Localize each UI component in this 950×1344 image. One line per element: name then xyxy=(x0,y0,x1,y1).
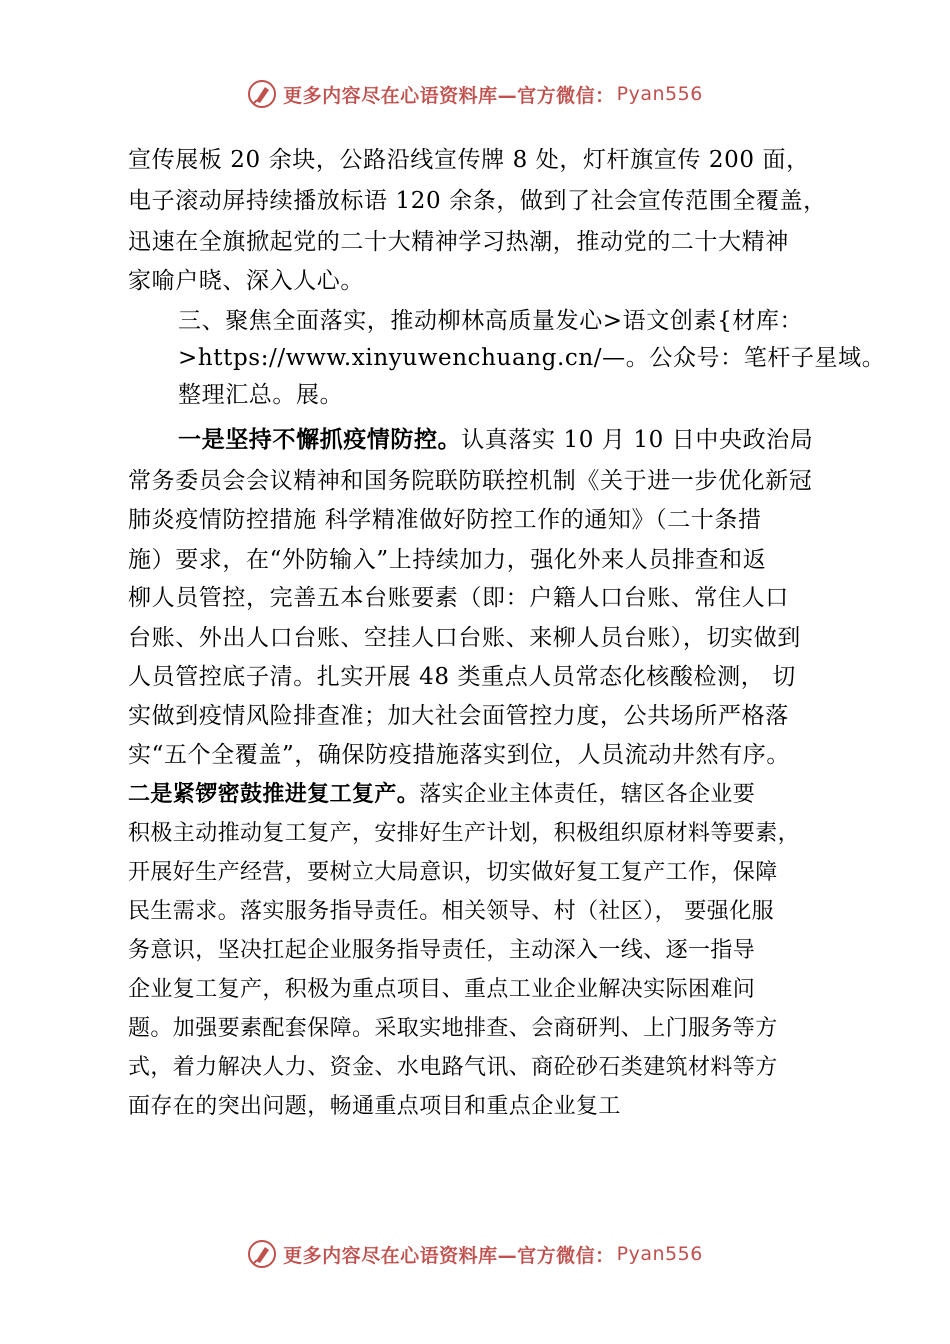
body-line-2: 电子滚动屏持续播放标语 120 余条，做到了社会宣传范围全覆盖， xyxy=(128,188,827,214)
body-line-14: 实做到疫情风险排查准；加大社会面管控力度，公共场所严格落 xyxy=(128,703,789,729)
body-line-13: 人员管控底子清。扎实开展 48 类重点人员常态化核酸检测， 切 xyxy=(128,664,796,690)
body-line-19: 民生需求。落实服务指导责任。相关领导、村（社区）， 要强化服 xyxy=(128,899,774,924)
body-line-21: 企业复工复产，积极为重点项目、重点工业企业解决实际困难问 xyxy=(128,977,756,1002)
bold-lead-resumption: 二是紧锣密鼓推进复工复产。 xyxy=(128,782,420,807)
body-line-22: 题。加强要素配套保障。采取实地排查、会商研判、上门服务等方 xyxy=(128,1016,778,1041)
paragraph-2-first-line-text: 落实企业主体责任，辖区各企业要 xyxy=(419,782,756,807)
body-line-1: 宣传展板 20 余块，公路沿线宣传牌 8 处，灯杆旗宣传 200 面， xyxy=(128,147,810,173)
header-brand-text: 更多内容尽在心语资料库—官方微信： xyxy=(283,84,615,107)
body-line-8: 常务委员会会议精神和国务院联防联控机制《关于进一步优化新冠 xyxy=(128,468,813,494)
body-line-10: 施）要求，在“外防输入”上持续加力，强化外来人员排查和返 xyxy=(128,547,767,573)
body-line-18: 开展好生产经营，要树立大局意识，切实做好复工复产工作，保障 xyxy=(128,860,778,885)
paragraph-1-first-line xyxy=(178,425,813,455)
body-line-24: 面存在的突出问题，畅通重点项目和重点企业复工 xyxy=(128,1094,621,1119)
body-line-23: 式，着力解决人力、资金、水电路气讯、商砼砂石类建筑材料等方 xyxy=(128,1055,778,1080)
paragraph-1-first-line-text: 认真落实 10 月 10 日中央政治局 xyxy=(461,427,814,453)
pen-nib-logo-icon xyxy=(247,1239,277,1269)
body-line-url: >https://www.xinyuwenchuang.cn/—。公众号：笔杆子星域。 xyxy=(178,345,886,371)
footer-watermark xyxy=(0,1234,950,1274)
paragraph-2-first-line xyxy=(128,780,755,810)
footer-brand-text: 更多内容尽在心语资料库—官方微信： xyxy=(283,1244,615,1267)
body-line-summary: 整理汇总。展。 xyxy=(178,382,344,408)
body-line-3: 迅速在全旗掀起党的二十大精神学习热潮，推动党的二十大精神 xyxy=(128,229,789,255)
body-line-15: 实“五个全覆盖”，确保防疫措施落实到位，人员流动井然有序。 xyxy=(128,742,790,768)
body-line-12: 台账、外出人口台账、空挂人口台账、来柳人员台账），切实做到 xyxy=(128,625,801,651)
header-brand-id: Pyan556 xyxy=(616,83,703,105)
body-line-4: 家喻户晓、深入人心。 xyxy=(128,268,364,294)
section-heading-3: 三、聚焦全面落实，推动柳林高质量发心>语文创素{材库： xyxy=(178,308,804,334)
body-line-17: 积极主动推动复工复产，安排好生产计划，积极组织原材料等要素， xyxy=(128,821,801,846)
body-line-9: 肺炎疫情防控措施 科学精准做好防控工作的通知》（二十条措 xyxy=(128,507,762,533)
body-line-11: 柳人员管控，完善五本台账要素（即：户籍人口台账、常住人口 xyxy=(128,585,789,611)
body-line-20: 务意识，坚决扛起企业服务指导责任，主动深入一线、逐一指导 xyxy=(128,938,756,963)
bold-lead-epidemic: 一是坚持不懈抓疫情防控。 xyxy=(178,426,462,453)
footer-brand-id: Pyan556 xyxy=(616,1243,703,1265)
